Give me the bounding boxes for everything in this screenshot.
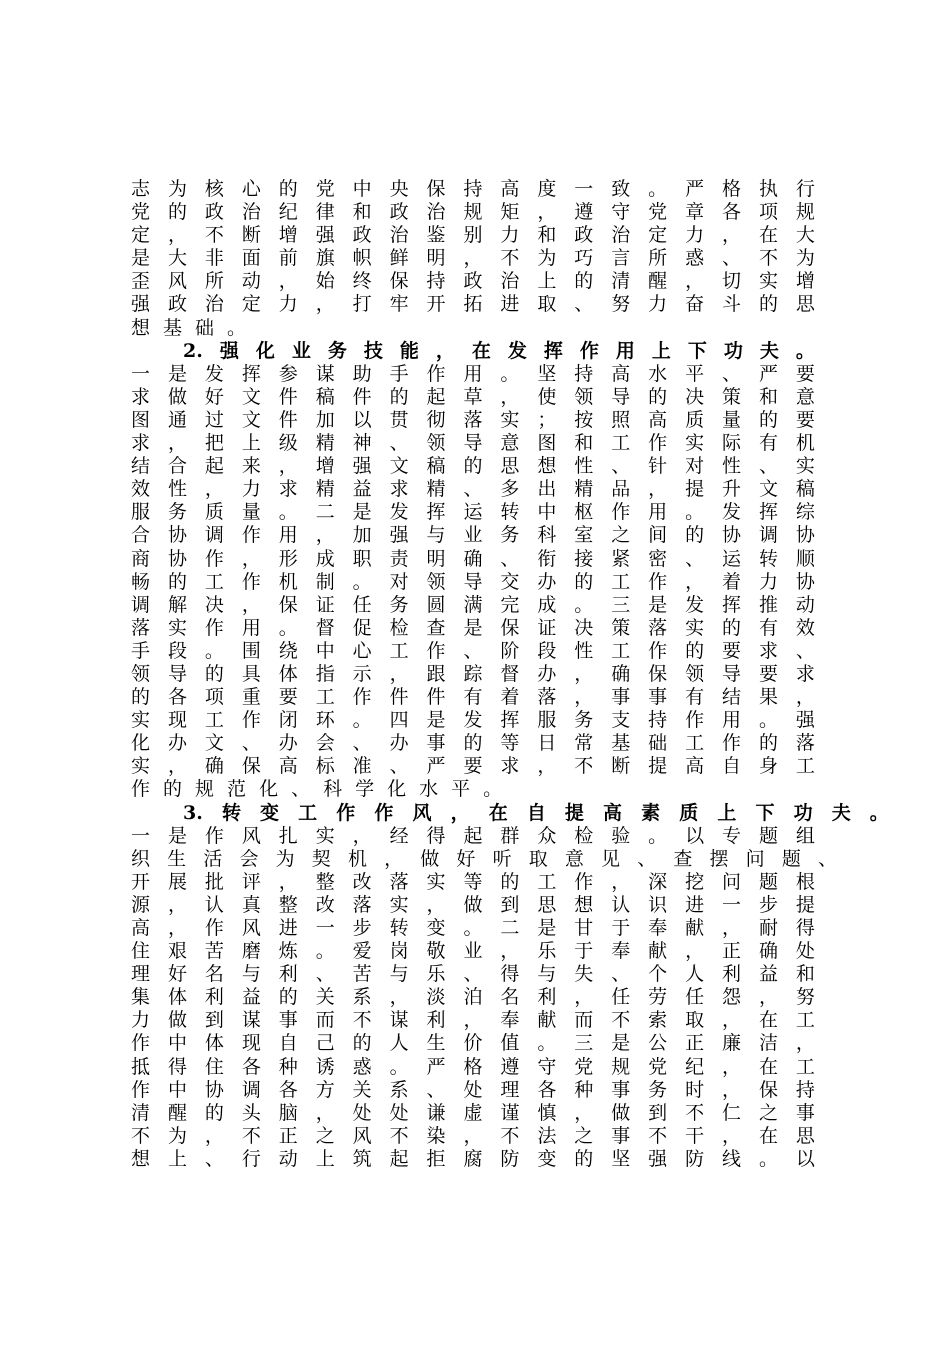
text-line: 合 协 调 作 用 ， 加 强 与 业 务 科 室 之 间 的 协 调 协: [131, 524, 815, 547]
text-line: 实 现 工 作 闭 环 。 四 是 发 挥 服 务 支 持 作 用 。 强: [131, 709, 815, 732]
text-line: 求 做 好 文 件 稿 件 的 起 草 ， 使 领 导 的 决 策 和 意: [131, 385, 815, 408]
text-line: 求 ， 把 上 级 精 神 、 领 导 意 图 和 工 作 实 际 有 机: [131, 432, 815, 455]
text-line: 领 导 的 具 体 指 示 ， 跟 踪 督 办 ， 确 保 领 导 要 求: [131, 662, 815, 685]
text-line: 想 基 础 。: [131, 316, 247, 339]
text-line: 是 大 非 面 前 旗 帜 鲜 明 ， 不 为 巧 言 所 惑 、 不 为: [131, 247, 815, 270]
text-line: 作 中 体 现 自 己 的 人 生 价 值 。 三 是 公 正 廉 洁 ，: [131, 1032, 815, 1055]
text-line: 的 各 项 重 要 工 作 件 件 有 着 落 ， 事 事 有 结 果 ，: [131, 686, 815, 709]
text-line: 落 实 作 用 。 督 促 检 查 是 保 证 决 策 落 实 的 有 效: [131, 616, 815, 639]
text-line: 商 协 作 ， 形 成 职 责 明 确 、 衔 接 紧 密 、 运 转 顺: [131, 547, 815, 570]
text-line: 效 性 ， 力 求 精 益 求 精 、 多 出 精 品 ， 提 升 文 稿: [131, 478, 815, 501]
text-line: 化 办 文 、 办 会 、 办 事 的 等 日 常 基 础 工 作 的 落: [131, 732, 815, 755]
text-line: 手 段 。 围 绕 中 心 工 作 、 阶 段 性 工 作 的 要 求 、: [131, 639, 815, 662]
body-text: [131, 178, 889, 1171]
text-line: 一 是 发 挥 参 谋 助 手 作 用 。 坚 持 高 水 平 、 严 要: [131, 362, 815, 385]
text-line: 畅 的 工 作 机 制 。 对 领 导 交 办 的 工 作 ， 着 力 协: [131, 570, 815, 593]
text-line: 抵 得 住 各 种 诱 惑 。 严 格 遵 守 党 规 党 纪 ， 在 工: [131, 1055, 815, 1078]
text-line: 不 为 ， 不 正 之 风 不 染 ， 不 法 之 事 不 干 ， 在 思: [131, 1124, 815, 1147]
text-line: 定 ， 不 断 增 强 政 治 鉴 别 力 和 政 治 定 力 ， 在 大: [131, 224, 815, 247]
text-line: 清 醒 的 头 脑 ， 处 处 谦 虚 谨 慎 ， 做 到 不 仁 之 事: [131, 1101, 815, 1124]
text-line: 强 政 治 定 力 ， 打 牢 开 拓 进 取 、 努 力 奋 斗 的 思: [131, 293, 815, 316]
text-line: 住 艰 苦 磨 炼 。 爱 岗 敬 业 ， 乐 于 奉 献 ， 正 确 处: [131, 940, 815, 963]
text-line: 党 的 政 治 纪 律 和 政 治 规 矩 ， 遵 守 党 章 各 项 规: [131, 201, 815, 224]
text-line: 调 解 决 ， 保 证 任 务 圆 满 完 成 。 三 是 发 挥 推 动: [131, 593, 815, 616]
text-line: 理 好 名 与 利 、 苦 与 乐 、 得 与 失 、 个 人 利 益 和: [131, 963, 815, 986]
section-heading: 2. 强 化 业 务 技 能 ， 在 发 挥 作 用 上 下 功 夫 。: [183, 339, 815, 362]
text-line: 作 中 协 调 各 方 关 系 、 处 理 各 种 事 务 时 ， 保 持: [131, 1078, 815, 1101]
text-line: 集 体 利 益 的 关 系 ， 淡 泊 名 利 ， 任 劳 任 怨 ， 努: [131, 986, 815, 1009]
text-line: 歪 风 所 动 ， 始 终 保 持 政 治 上 的 清 醒 ， 切 实 增: [131, 270, 815, 293]
text-line: 力 做 到 谋 事 而 不 谋 利 ， 奉 献 而 不 索 取 ， 在 工: [131, 1009, 815, 1032]
text-line: 服 务 质 量 。 二 是 发 挥 运 转 中 枢 作 用 。 发 挥 综: [131, 501, 815, 524]
text-line: 织 生 活 会 为 契 机 ， 做 好 听 取 意 见 、 查 摆 问 题 、: [131, 847, 837, 870]
text-line: 作 的 规 范 化 、 科 学 化 水 平 。: [131, 778, 503, 801]
text-line: 图 通 过 文 件 加 以 贯 彻 落 实 ； 按 照 高 质 量 的 要: [131, 408, 815, 431]
text-line: 志 为 核 心 的 党 中 央 保 持 高 度 一 致 。 严 格 执 行: [131, 178, 815, 200]
section-heading: 3. 转 变 工 作 作 风 ， 在 自 提 高 素 质 上 下 功 夫 。: [183, 801, 889, 824]
text-line: 结 合 起 来 ， 增 强 文 稿 的 思 想 性 、 针 对 性 、 实: [131, 455, 815, 478]
text-line: 一 是 作 风 扎 实 ， 经 得 起 群 众 检 验 。 以 专 题 组: [131, 824, 815, 847]
text-line: 想 上 、 行 动 上 筑 起 拒 腐 防 变 的 坚 强 防 线 。 以: [131, 1147, 815, 1170]
text-line: 源 ， 认 真 整 改 落 实 ， 做 到 思 想 认 识 进 一 步 提: [131, 893, 815, 916]
text-line: 开 展 批 评 ， 整 改 落 实 等 的 工 作 ， 深 挖 问 题 根: [131, 870, 815, 893]
text-line: 实 ， 确 保 高 标 准 、 严 要 求 ， 不 断 提 高 自 身 工: [131, 755, 815, 778]
text-line: 高 ， 作 风 进 一 步 转 变 。 二 是 甘 于 奉 献 ， 耐 得: [131, 917, 815, 939]
